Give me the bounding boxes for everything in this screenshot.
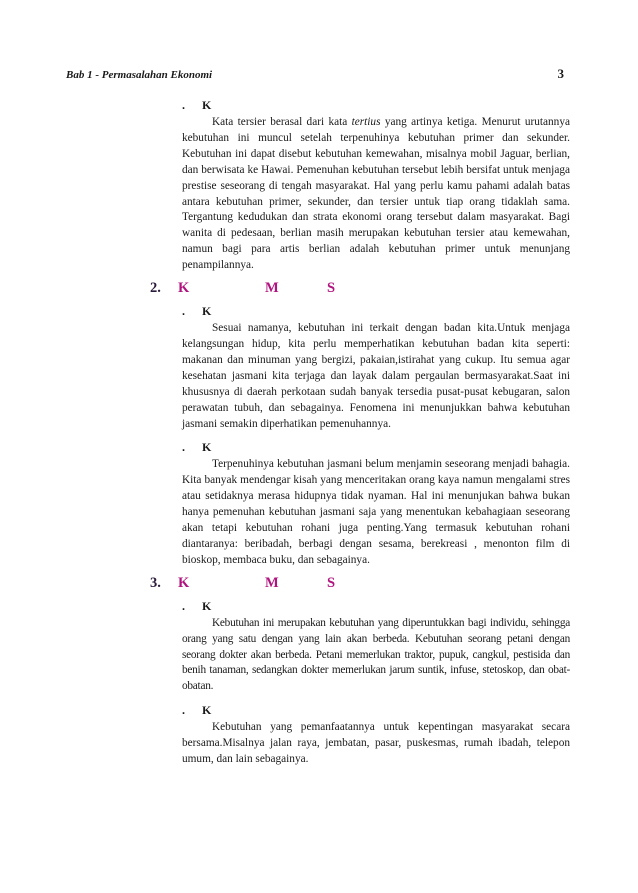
subsection-bullet: . [182,440,185,455]
subsection-heading [182,302,570,321]
italic-term: tertius [351,116,381,128]
section-heading-3 [150,575,570,592]
paragraph: Terpenuhinya kebutuhan jasmani belum menjamin seseorang menjadi bahagia. Kita banyak mendengar kisah yang menceritakan orang kaya namun mengalami stres atau setidaknya merasa hidupnya tidak nyaman. Hal ini menunjukan bahwa bukan hanya pemenuhan kebutuhan jasmani saja yang menentukan kebahagiaan seseorang akan tetapi kebutuhan rohani juga penting.Yang termasuk kebutuhan rohani diantaranya: beribadah, berbagi dengan sesama, berekreasi , menonton film di bioskop, membaca buku, dan sebagainya. [182,458,570,566]
section-word: S [327,280,336,297]
subsection-jasmani [182,302,570,432]
subsection-heading [182,597,570,616]
subsection-tersier [182,96,570,274]
subsection-heading [182,701,570,720]
section-number: 3. [150,574,161,591]
running-header [66,66,564,82]
subsection-bullet: . [182,98,185,112]
subsection-letter: K [202,703,212,718]
section-heading-2 [150,280,570,297]
section-number: 2. [150,280,161,297]
page-body [150,96,570,774]
paragraph: Kebutuhan yang pemanfaatannya untuk kepentingan masyarakat secara bersama.Misalnya jalan raya, jembatan, pasar, puskesmas, rumah ibadah, telepon umum, dan lain sebagainya. [182,721,570,766]
subsection-letter: K [202,304,212,319]
subsection-letter: K [202,440,212,455]
section-word: K [178,574,190,591]
subsection-letter: K [202,98,212,112]
page-number: 3 [557,66,564,81]
section-word: K [178,280,190,297]
subsection-heading [182,438,570,457]
subsection-rohani [182,438,570,568]
subsection-bullet: . [182,703,185,718]
subsection-bullet: . [182,598,185,613]
subsection-kolektif [182,701,570,768]
paragraph [182,115,570,274]
paragraph-text: yang artinya ketiga. Menurut urutannya kebutuhan ini muncul setelah terpenuhinya kebutuhan primer dan sekunder. Kebutuhan ini dapat disebut kebutuhan kemewahan, misalnya mobil Jaguar, berlian, dan berwisata ke Hawai. Pemenuhan kebutuhan tersebut lebih bersifat untuk menjaga prestise seseorang di tengah masyarakat. Hal yang perlu kamu pahami adalah batas antara kebutuhan primer, sekunder, dan tersier untuk tiap orang tidaklah sama. Tergantung kedudukan dan strata ekonomi orang tersebut dalam masyarakat. Bagi wanita di pedesaan, berlian masih merupakan kebutuhan tersier atau kemewahan, namun bagi para artis berlian adalah kebutuhan primer untuk menunjang penampilannya. [182,116,570,272]
paragraph: Kebutuhan ini merupakan kebutuhan yang diperuntukkan bagi individu, sehingga orang yang satu dengan yang lain akan berbeda. Kebutuhan seorang petani dengan seorang dokter akan berbeda. Petani memerlukan traktor, pupuk, cangkul, pestisida dan benih tanaman, sedangkan dokter memerlukan jarum suntik, infuse, stetoskop, dan obat-obatan. [182,616,570,693]
subsection-individu [182,597,570,696]
subsection-bullet: . [182,304,185,319]
section-word: S [327,574,336,591]
paragraph: Sesuai namanya, kebutuhan ini terkait dengan badan kita.Untuk menjaga kelangsungan hidup, kita perlu memperhatikan kebutuhan badan kita seperti: makanan dan minuman yang bergizi, pakaian,istirahat yang cukup. Itu semua agar kesehatan jasmani kita terjaga dan layak dalam pergaulan bermasyarakat.Saat ini khususnya di daerah perkotaan sudah banyak tersedia pusat-pusat kebugaran, salon perawatan tubuh, dan sebagainya. Fenomena ini menunjukkan bahwa kebutuhan jasmani semakin diperhatikan pemenuhannya. [182,322,570,430]
paragraph-text: Kata tersier berasal dari kata [212,116,352,128]
subsection-heading [182,96,570,115]
chapter-title: Bab 1 - Permasalahan Ekonomi [66,69,213,81]
section-word: M [265,280,279,297]
section-word: M [265,574,279,591]
subsection-letter: K [202,598,212,613]
